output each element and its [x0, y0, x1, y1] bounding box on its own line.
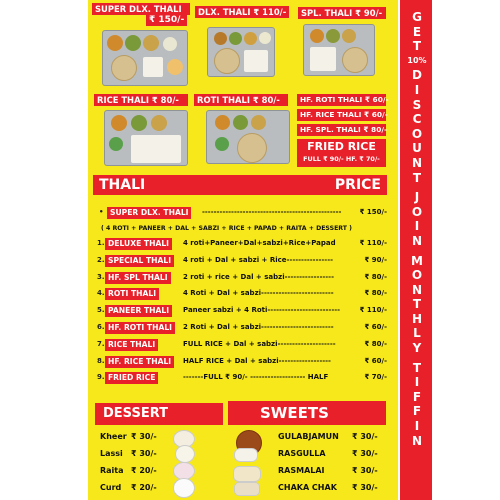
dessert-item-price: ₹ 20/-	[131, 483, 157, 492]
side-banner-letter: D	[412, 68, 422, 83]
row-description: -------FULL ₹ 90/- ------------------- HALF	[183, 373, 329, 382]
row-description: HALF RICE + Dal + sabzi------------------	[183, 356, 331, 365]
spl-thali-photo	[303, 24, 375, 76]
fried-rice-title: FRIED RICE	[307, 140, 376, 153]
dessert-item-name: Raita	[100, 466, 124, 475]
rice-thali-photo	[104, 110, 188, 166]
super-dlx-thali-photo	[102, 30, 188, 86]
sweets-title: SWEETS	[260, 404, 329, 422]
sweet-item-price: ₹ 30/-	[352, 466, 378, 475]
side-banner-letter: G	[412, 10, 422, 24]
hf-rice-thali-tag: HF. RICE THALI ₹ 60/-	[297, 109, 386, 121]
row-name: SPECIAL THALI	[105, 255, 174, 267]
thali-row	[97, 255, 387, 267]
side-banner-letter: U	[412, 141, 422, 156]
roti-thali-tag: ROTI THALI ₹ 80/-	[194, 94, 288, 106]
side-banner-letter: T	[412, 297, 422, 312]
sweet-item-name: RASMALAI	[278, 466, 325, 475]
row-name: FRIED RICE	[105, 372, 158, 384]
side-banner-letter: H	[411, 311, 423, 326]
rice-thali-tag: RICE THALI ₹ 80/-	[94, 94, 188, 106]
row-name: DELUXE THALI	[105, 238, 172, 250]
row-description: 4 roti + Dal + sabzi + Rice----------------	[183, 255, 334, 264]
side-banner-letter: 10%	[407, 55, 427, 65]
fried-rice-prices: FULL ₹ 90/- HF. ₹ 70/-	[303, 155, 380, 163]
spl-thali-tag: SPL. THALI ₹ 90/-	[298, 7, 386, 19]
sweets-header	[228, 401, 386, 425]
dlx-thali-tag: DLX. THALI ₹ 110/-	[195, 6, 289, 18]
lassi-photo	[175, 445, 195, 463]
side-banner-letter: N	[411, 155, 423, 170]
thali-row	[97, 288, 387, 300]
thali-row	[97, 238, 387, 250]
side-banner-letter: I	[414, 419, 420, 434]
thali-row	[97, 305, 387, 317]
curd-photo	[173, 478, 195, 498]
sweet-item-price: ₹ 30/-	[352, 432, 378, 441]
thali-row	[97, 339, 387, 351]
side-banner-letter: E	[412, 24, 422, 39]
row-price: ₹ 60/-	[364, 323, 387, 331]
hf-roti-thali-tag: HF. ROTI THALI ₹ 60/-	[297, 94, 386, 106]
rasmalai-photo	[233, 466, 261, 482]
row-description: FULL RICE + Dal + sabzi--------------------	[183, 339, 336, 348]
super-dlx-row: • SUPER DLX. THALI ------------------------------------------------ ₹ 150/-	[99, 208, 387, 217]
sweet-item-price: ₹ 30/-	[352, 449, 378, 458]
roti-thali-photo	[206, 110, 290, 164]
chaka-chak-photo	[234, 482, 260, 496]
dessert-item-price: ₹ 20/-	[131, 466, 157, 475]
row-number: 3.	[97, 272, 105, 281]
side-banner-letter: O	[411, 268, 423, 283]
side-banner-letter: N	[411, 282, 423, 297]
dessert-item-name: Lassi	[100, 449, 123, 458]
sweet-item-price: ₹ 30/-	[352, 483, 378, 492]
row-description: Paneer sabzi + 4 Roti-------------------------	[183, 306, 341, 315]
row-number: 7.	[97, 339, 105, 348]
super-dlx-thali-label: SUPER DLX. THALI	[95, 4, 182, 14]
row-price: ₹ 60/-	[364, 356, 387, 365]
hf-spl-thali-tag: HF. SPL. THALI ₹ 80/-	[297, 124, 386, 136]
row-name: ROTI THALI	[105, 288, 159, 300]
side-banner-letter: O	[411, 126, 423, 141]
dessert-item-name: Curd	[100, 483, 122, 492]
row-description: 2 roti + rice + Dal + sabzi-----------------	[183, 272, 334, 281]
row-number: 8.	[97, 356, 105, 365]
dlx-thali-photo	[207, 27, 275, 77]
side-banner-letter: F	[412, 404, 422, 419]
rasgulla-photo	[234, 448, 258, 462]
side-banner-letter: F	[412, 389, 422, 404]
row-description: 4 Roti + Dal + sabzi-------------------------	[183, 289, 334, 298]
sweet-item-name: RASGULLA	[278, 449, 326, 458]
dessert-item-name: Kheer	[100, 432, 127, 441]
side-banner-letter: T	[412, 170, 422, 185]
row-price: ₹ 90/-	[364, 255, 387, 264]
fried-rice-box	[297, 139, 386, 167]
row-name: PANEER THALI	[105, 305, 172, 317]
row-number: 2.	[97, 255, 105, 264]
super-dlx-label: SUPER DLX. THALI	[107, 207, 191, 219]
row-number: 5.	[97, 306, 105, 315]
thali-price-header	[93, 175, 387, 195]
row-number: 4.	[97, 289, 105, 298]
row-price: ₹ 110/-	[359, 239, 387, 247]
side-banner-letter: N	[411, 233, 423, 248]
row-description: 2 Roti + Dal + sabzi-------------------------	[183, 323, 334, 331]
side-banner-letter: C	[412, 112, 422, 127]
row-name: HF. SPL THALI	[105, 272, 171, 284]
row-price: ₹ 80/-	[364, 289, 387, 298]
sweet-item-name: GULABJAMUN	[278, 432, 339, 441]
side-banner-letter: L	[413, 326, 421, 341]
side-banner-letter: I	[414, 82, 420, 97]
side-banner-letter: M	[411, 253, 423, 268]
side-banner-letter: O	[411, 204, 423, 219]
side-banner-letter: I	[414, 219, 420, 234]
row-price: ₹ 80/-	[364, 272, 387, 281]
super-dlx-price: ₹ 150/-	[359, 208, 387, 216]
side-banner-letter: T	[412, 39, 422, 54]
row-number: 9.	[97, 373, 105, 382]
thali-row	[97, 356, 387, 368]
thali-heading: THALI	[99, 177, 146, 193]
side-banner-letter: I	[414, 375, 420, 390]
thali-row	[97, 272, 387, 284]
side-banner-letter: S	[412, 97, 422, 112]
side-banner-text	[400, 10, 434, 448]
row-name: HF. RICE THALI	[105, 356, 174, 368]
side-banner-letter: N	[411, 433, 423, 448]
dessert-header	[95, 403, 223, 425]
dessert-item-price: ₹ 30/-	[131, 432, 157, 441]
row-number: 1.	[97, 239, 105, 247]
dessert-item-price: ₹ 30/-	[131, 449, 157, 458]
side-banner-letter: J	[414, 190, 420, 205]
price-heading: PRICE	[334, 177, 381, 193]
side-banner-letter: Y	[412, 341, 422, 356]
row-number: 6.	[97, 323, 105, 331]
thali-row	[97, 322, 387, 334]
super-dlx-desc: ( 4 ROTI + PANEER + DAL + SABZI + RICE + PAPAD + RAITA + DESSERT )	[101, 225, 352, 232]
side-banner-letter: T	[412, 360, 422, 375]
row-price: ₹ 80/-	[364, 339, 387, 348]
super-dlx-thali-price: ₹ 150/-	[146, 14, 187, 26]
row-price: ₹ 110/-	[359, 306, 387, 315]
sweet-item-name: CHAKA CHAK	[278, 483, 337, 492]
row-price: ₹ 70/-	[364, 373, 387, 382]
row-description: 4 roti+Paneer+Dal+sabzi+Rice+Papad	[183, 239, 336, 247]
row-name: HF. ROTI THALI	[105, 322, 175, 334]
row-name: RICE THALI	[105, 339, 158, 351]
side-banner	[398, 0, 432, 500]
thali-row	[97, 372, 387, 384]
dessert-title: DESSERT	[103, 406, 168, 421]
super-dlx-dashes: ------------------------------------------------	[202, 208, 342, 216]
